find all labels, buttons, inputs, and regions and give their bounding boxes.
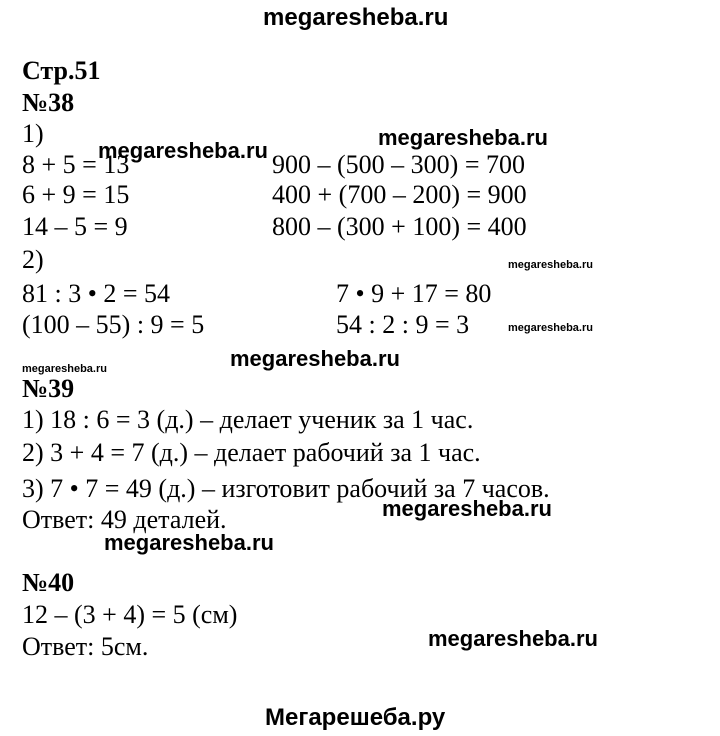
task38-part2-right-2: 54 : 2 : 9 = 3: [336, 310, 470, 339]
watermark: megaresheba.ru: [428, 626, 598, 651]
task38-part2-right-1: 7 • 9 + 17 = 80: [336, 279, 492, 308]
task39-line-1: 1) 18 : 6 = 3 (д.) – делает ученик за 1 час.: [22, 405, 474, 434]
task38-part2-label: 2): [22, 245, 44, 274]
watermark: megaresheba.ru: [508, 259, 593, 271]
task40-answer: Ответ: 5см.: [22, 632, 149, 661]
task38-part1-right-3: 800 – (300 + 100) = 400: [272, 212, 527, 241]
task38-part1-left-1: 8 + 5 = 13: [22, 150, 130, 179]
task38-part1-left-3: 14 – 5 = 9: [22, 212, 128, 241]
footer-site-name: Мегарешеба.ру: [265, 704, 446, 731]
watermark: megaresheba.ru: [98, 138, 268, 163]
task38-number: №38: [22, 88, 75, 117]
watermark: megaresheba.ru: [22, 363, 107, 375]
page-label: Стр.51: [22, 56, 101, 85]
watermark: megaresheba.ru: [104, 530, 274, 555]
watermark: megaresheba.ru: [508, 322, 593, 334]
task38-part1-right-1: 900 – (500 – 300) = 700: [272, 150, 525, 179]
header-site-name: megaresheba.ru: [263, 4, 449, 31]
task38-part1-left-2: 6 + 9 = 15: [22, 180, 130, 209]
task38-part1-right-2: 400 + (700 – 200) = 900: [272, 180, 527, 209]
task39-line-3: 3) 7 • 7 = 49 (д.) – изготовит рабочий за 7 часов.: [22, 474, 550, 503]
task38-part1-label: 1): [22, 119, 44, 148]
task38-part2-left-2: (100 – 55) : 9 = 5: [22, 310, 205, 339]
watermark: megaresheba.ru: [378, 125, 548, 150]
watermark: megaresheba.ru: [382, 496, 552, 521]
task40-number: №40: [22, 568, 75, 597]
task39-answer: Ответ: 49 деталей.: [22, 505, 227, 534]
watermark: megaresheba.ru: [230, 346, 400, 371]
task39-line-2: 2) 3 + 4 = 7 (д.) – делает рабочий за 1 час.: [22, 438, 481, 467]
task40-line: 12 – (3 + 4) = 5 (см): [22, 600, 238, 629]
task39-number: №39: [22, 374, 75, 403]
task38-part2-left-1: 81 : 3 • 2 = 54: [22, 279, 170, 308]
